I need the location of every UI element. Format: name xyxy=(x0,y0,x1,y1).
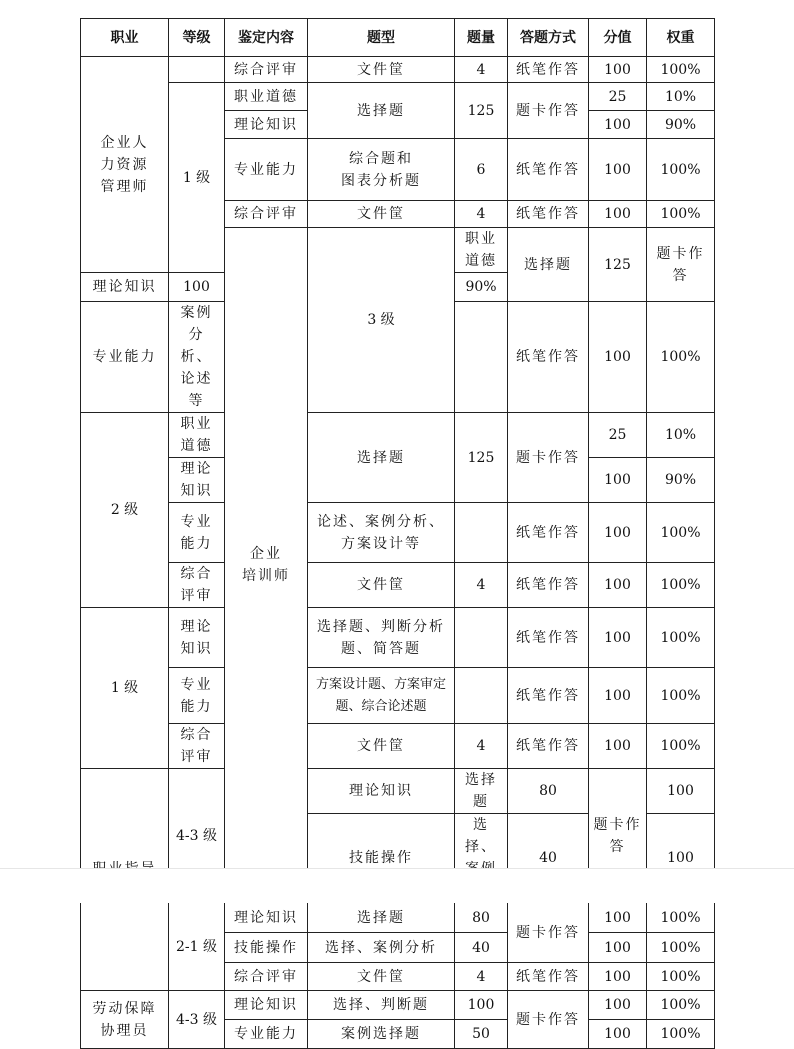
header-content: 鉴定内容 xyxy=(225,19,308,57)
occupation-line: 企业人 xyxy=(100,134,149,151)
level-cell: 2-1 级 xyxy=(169,903,225,991)
count-cell-empty xyxy=(455,302,508,413)
score-cell: 100 xyxy=(647,814,715,903)
count-cell-empty xyxy=(455,608,508,668)
table-row xyxy=(81,57,715,83)
method-cell: 题卡作答 xyxy=(508,83,589,139)
type-cell: 选择题 xyxy=(308,903,455,933)
content-cell: 综合评审 xyxy=(225,57,308,83)
score-cell: 100 xyxy=(589,933,647,963)
score-cell: 100 xyxy=(169,273,225,302)
type-line: 选择题、判断分析 xyxy=(317,618,445,635)
content-cell: 技能操作 xyxy=(225,933,308,963)
weight-cell: 100% xyxy=(647,933,715,963)
method-cell: 纸笔作答 xyxy=(508,563,589,608)
method-cell: 题卡作答 xyxy=(508,903,589,963)
occupation-line: 培训师 xyxy=(242,568,290,584)
weight-cell: 100% xyxy=(647,201,715,228)
type-cell: 选择题 xyxy=(308,413,455,503)
type-cell xyxy=(308,139,455,201)
score-cell: 100 xyxy=(589,1020,647,1049)
header-row xyxy=(81,19,715,57)
score-cell: 100 xyxy=(589,57,647,83)
occupation-cell-labor xyxy=(81,991,169,1049)
occupation-line: 劳动保障 xyxy=(92,1000,157,1017)
score-cell: 100 xyxy=(647,769,715,814)
score-cell: 100 xyxy=(589,139,647,201)
occupation-cell-trainer xyxy=(225,228,308,903)
type-line: 方案设计题、方案审定 xyxy=(315,676,446,692)
weight-cell: 100% xyxy=(647,991,715,1020)
content-cell: 专业能力 xyxy=(169,668,225,724)
type-cell: 选择、案例分析 xyxy=(308,933,455,963)
count-cell: 125 xyxy=(589,228,647,302)
content-cell: 理论知识 xyxy=(225,111,308,139)
score-cell: 100 xyxy=(589,724,647,769)
content-cell: 理论知识 xyxy=(169,458,225,503)
occupation-line: 协理员 xyxy=(100,1022,149,1039)
weight-cell: 100% xyxy=(647,563,715,608)
content-cell: 综合评审 xyxy=(169,563,225,608)
method-cell: 题卡作答 xyxy=(508,991,589,1049)
content-cell: 专业能力 xyxy=(81,302,169,413)
weight-cell: 100% xyxy=(647,903,715,933)
header-occupation: 职业 xyxy=(81,19,169,57)
method-cell: 纸笔作答 xyxy=(508,724,589,769)
content-cell: 职业道德 xyxy=(225,83,308,111)
count-cell: 125 xyxy=(455,83,508,139)
table-row xyxy=(81,503,715,563)
weight-cell: 10% xyxy=(647,83,715,111)
header-level: 等级 xyxy=(169,19,225,57)
count-cell: 40 xyxy=(508,814,589,903)
weight-cell: 90% xyxy=(455,273,508,302)
table-row xyxy=(81,83,715,111)
score-cell: 100 xyxy=(589,503,647,563)
table-row xyxy=(81,668,715,724)
type-cell: 文件筐 xyxy=(308,724,455,769)
weight-cell: 100% xyxy=(647,503,715,563)
method-cell: 题卡作答 xyxy=(647,228,715,302)
header-type: 题型 xyxy=(308,19,455,57)
occupation-line: 企业 xyxy=(250,546,282,562)
type-cell: 选择、判断题 xyxy=(308,991,455,1020)
method-cell: 纸笔作答 xyxy=(508,668,589,724)
level-cell: 1 级 xyxy=(81,608,169,769)
count-cell: 4 xyxy=(455,201,508,228)
type-line: 题、简答题 xyxy=(341,640,421,657)
weight-cell: 100% xyxy=(647,302,715,413)
type-cell: 案例分析、论述等 xyxy=(169,302,225,413)
type-cell: 选择题 xyxy=(455,769,508,814)
count-cell: 50 xyxy=(455,1020,508,1049)
header-weight: 权重 xyxy=(647,19,715,57)
count-cell: 4 xyxy=(455,963,508,991)
table-row xyxy=(81,413,715,458)
score-cell: 100 xyxy=(589,963,647,991)
weight-cell: 90% xyxy=(647,111,715,139)
occupation-line: 管理师 xyxy=(100,178,149,195)
score-cell: 25 xyxy=(589,413,647,458)
type-cell: 选择题 xyxy=(308,83,455,139)
weight-cell: 100% xyxy=(647,668,715,724)
type-cell xyxy=(308,503,455,563)
type-line: 综合题和 xyxy=(349,150,413,167)
score-cell: 25 xyxy=(589,83,647,111)
score-cell: 100 xyxy=(589,201,647,228)
weight-cell: 90% xyxy=(647,458,715,503)
level-cell: 3 级 xyxy=(308,228,455,413)
level-cell: 1 级 xyxy=(169,83,225,273)
table-row xyxy=(81,769,715,814)
type-line: 论述、案例分析、 xyxy=(317,513,445,530)
count-cell: 125 xyxy=(455,413,508,503)
type-line: 方案设计等 xyxy=(341,535,421,552)
weight-cell: 100% xyxy=(647,139,715,201)
type-cell: 文件筐 xyxy=(308,201,455,228)
content-cell: 理论知识 xyxy=(169,608,225,668)
count-cell-empty xyxy=(455,503,508,563)
type-cell: 选择题 xyxy=(508,228,589,302)
content-cell: 综合评审 xyxy=(169,724,225,769)
score-cell: 100 xyxy=(589,903,647,933)
count-cell: 80 xyxy=(455,903,508,933)
count-cell: 100 xyxy=(455,991,508,1020)
table-row xyxy=(81,724,715,769)
type-line: 图表分析题 xyxy=(341,172,421,189)
content-cell: 理论知识 xyxy=(225,903,308,933)
score-cell: 100 xyxy=(589,458,647,503)
type-cell: 文件筐 xyxy=(308,563,455,608)
header-count: 题量 xyxy=(455,19,508,57)
type-cell: 选择、 xyxy=(455,814,508,903)
count-cell: 40 xyxy=(455,933,508,963)
score-cell: 100 xyxy=(589,111,647,139)
type-cell xyxy=(308,668,455,724)
method-cell: 纸笔作答 xyxy=(508,608,589,668)
score-cell: 100 xyxy=(589,668,647,724)
type-line: 题、综合论述题 xyxy=(335,698,427,714)
page-footer-strip xyxy=(0,868,794,903)
type-cell: 文件筐 xyxy=(308,963,455,991)
count-cell: 4 xyxy=(455,724,508,769)
type-cell: 案例选择题 xyxy=(308,1020,455,1049)
occupation-line: 力资源 xyxy=(100,156,149,173)
content-cell: 专业能力 xyxy=(225,139,308,201)
count-cell-empty xyxy=(455,668,508,724)
table-row xyxy=(81,903,715,933)
score-cell: 100 xyxy=(589,563,647,608)
method-cell: 题卡作答 xyxy=(589,769,647,903)
level-cell: 4-3 级 xyxy=(169,769,225,903)
header-method: 答题方式 xyxy=(508,19,589,57)
content-cell: 专业能力 xyxy=(169,503,225,563)
header-score: 分值 xyxy=(589,19,647,57)
method-cell: 纸笔作答 xyxy=(508,57,589,83)
type-cell xyxy=(308,608,455,668)
table-row xyxy=(81,563,715,608)
weight-cell: 10% xyxy=(647,413,715,458)
table-row xyxy=(81,991,715,1020)
type-cell: 文件筐 xyxy=(308,57,455,83)
occupation-cell-hr xyxy=(81,57,169,273)
content-cell: 职业道德 xyxy=(455,228,508,273)
count-cell: 80 xyxy=(508,769,589,814)
content-cell: 理论知识 xyxy=(81,273,169,302)
count-cell: 4 xyxy=(455,563,508,608)
weight-cell: 100% xyxy=(647,57,715,83)
method-cell: 纸笔作答 xyxy=(508,302,589,413)
table-row xyxy=(81,608,715,668)
weight-cell: 100% xyxy=(647,608,715,668)
content-cell: 理论知识 xyxy=(308,769,455,814)
count-cell: 4 xyxy=(455,57,508,83)
content-cell: 综合评审 xyxy=(225,963,308,991)
content-cell: 技能操作 xyxy=(308,814,455,903)
score-cell: 100 xyxy=(589,302,647,413)
score-cell: 100 xyxy=(589,991,647,1020)
level-cell-empty xyxy=(169,57,225,83)
content-cell: 职业道德 xyxy=(169,413,225,458)
level-cell: 4-3 级 xyxy=(169,991,225,1049)
level-cell: 2 级 xyxy=(81,413,169,608)
method-cell: 纸笔作答 xyxy=(508,139,589,201)
content-cell: 理论知识 xyxy=(225,991,308,1020)
count-cell: 6 xyxy=(455,139,508,201)
weight-cell: 100% xyxy=(647,963,715,991)
method-cell: 纸笔作答 xyxy=(508,963,589,991)
weight-cell: 100% xyxy=(647,1020,715,1049)
method-cell: 题卡作答 xyxy=(508,413,589,503)
weight-cell: 100% xyxy=(647,724,715,769)
content-cell: 综合评审 xyxy=(225,201,308,228)
content-cell: 专业能力 xyxy=(225,1020,308,1049)
method-cell: 纸笔作答 xyxy=(508,503,589,563)
method-cell: 纸笔作答 xyxy=(508,201,589,228)
score-cell: 100 xyxy=(589,608,647,668)
